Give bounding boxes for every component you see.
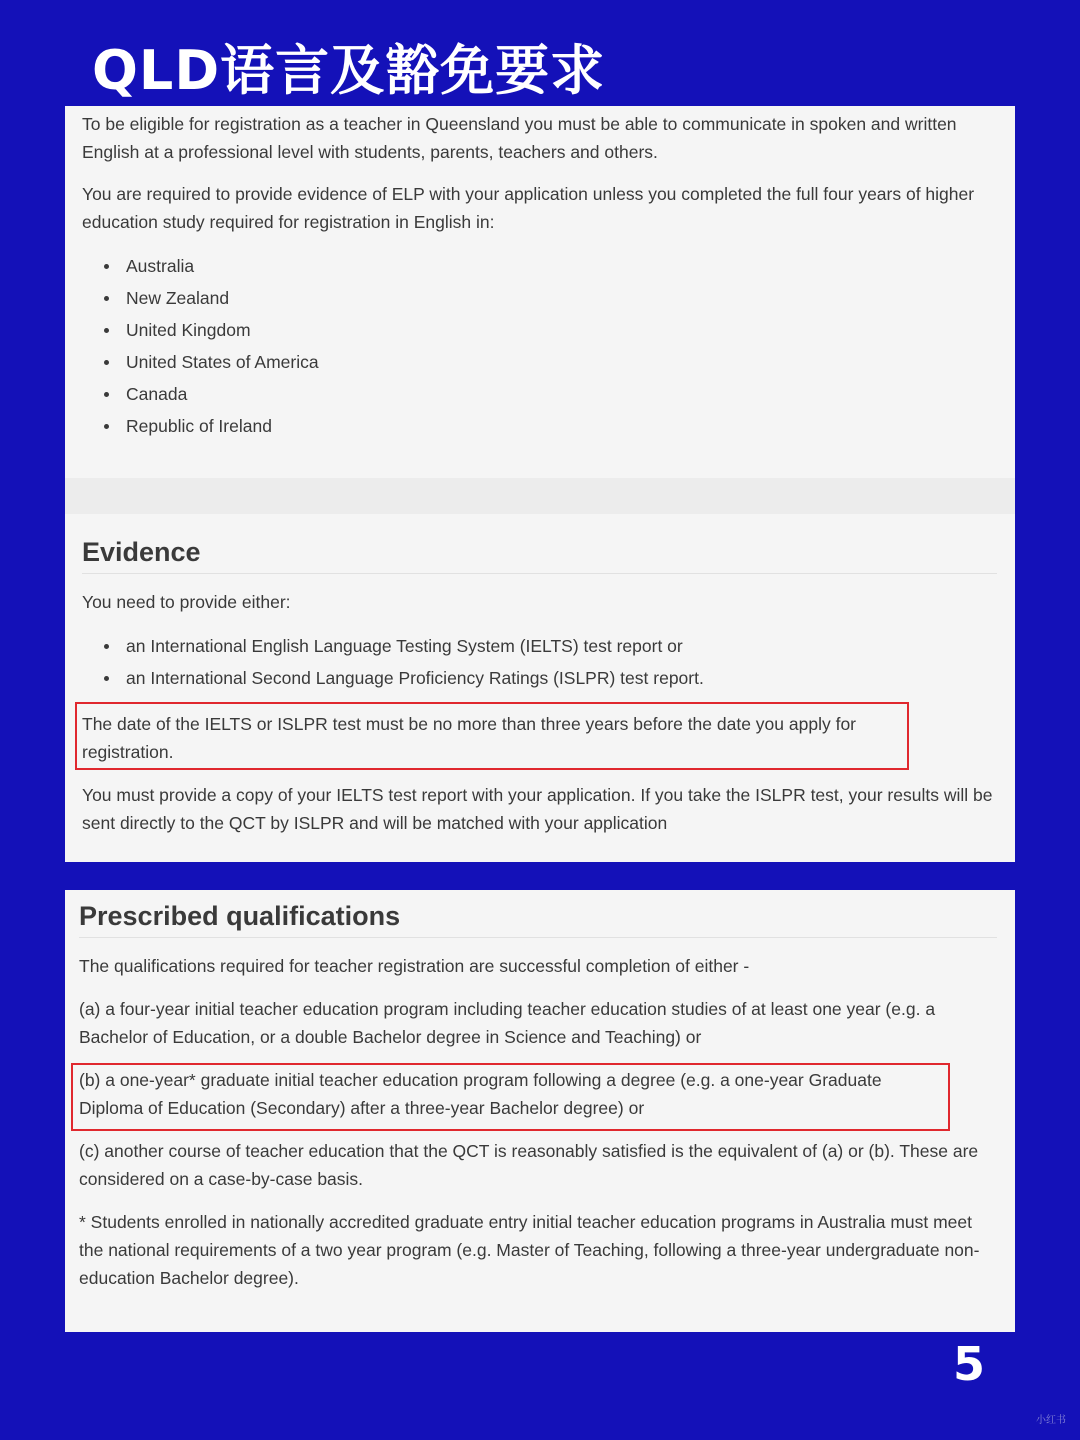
evidence-lead: You need to provide either: — [82, 592, 291, 612]
watermark: 小红书 — [1036, 1415, 1066, 1426]
section-divider-band — [65, 478, 1015, 514]
qualification-footnote: * Students enrolled in nationally accredited graduate entry initial teacher education programs in Australia must meet the national requirements of a two year program (e.g. Master of Teaching, following a three-year undergraduate non-education Bachelor degree). — [79, 1212, 980, 1288]
heading-rule — [82, 573, 997, 574]
qualification-option-c: (c) another course of teacher education that the QCT is reasonably satisfied is the equivalent of (a) or (b). These are considered on a case-by-case basis. — [79, 1141, 979, 1189]
list-item: an International English Language Testing System (IELTS) test report or — [82, 630, 982, 662]
qualifications-panel — [65, 890, 1015, 1332]
list-item: an International Second Language Proficiency Ratings (ISLPR) test report. — [82, 662, 982, 694]
list-item: New Zealand — [82, 282, 682, 314]
heading-rule — [79, 937, 997, 938]
evidence-options — [82, 630, 982, 694]
intro-paragraph-1: To be eligible for registration as a teacher in Queensland you must be able to communicate in spoken and written English at a professional level with students, parents, teachers and others. — [82, 114, 957, 162]
list-item: Australia — [82, 250, 682, 282]
list-item: Republic of Ireland — [82, 410, 682, 442]
evidence-copy-note: You must provide a copy of your IELTS test report with your application. If you take the ISLPR test, your results will be sent directly to the QCT by ISLPR and will be matched with your application — [82, 785, 993, 833]
intro-paragraph-2: You are required to provide evidence of ELP with your application unless you completed the full four years of higher education study required for registration in English in: — [82, 184, 975, 232]
list-item: Canada — [82, 378, 682, 410]
eligibility-panel — [65, 106, 1015, 862]
test-date-requirement: The date of the IELTS or ISLPR test must be no more than three years before the date you apply for registration. — [82, 714, 856, 762]
qualification-option-a: (a) a four-year initial teacher education program including teacher education studies of at least one year (e.g. a Bachelor of Education, or a double Bachelor degree in Science and Teaching) or — [79, 999, 936, 1047]
list-item: United States of America — [82, 346, 682, 378]
qualifications-lead: The qualifications required for teacher registration are successful completion of either - — [79, 956, 750, 976]
list-item: United Kingdom — [82, 314, 682, 346]
qualification-option-b: (b) a one-year* graduate initial teacher education program following a degree (e.g. a one-year Graduate Diploma of Education (Secondary) after a three-year Bachelor degree) or — [79, 1070, 882, 1118]
page-title: QLD语言及豁免要求 — [92, 39, 606, 102]
country-list — [82, 250, 682, 442]
page-number: 5 — [953, 1337, 986, 1391]
evidence-heading: Evidence — [82, 537, 201, 567]
qualifications-heading: Prescribed qualifications — [79, 901, 401, 931]
